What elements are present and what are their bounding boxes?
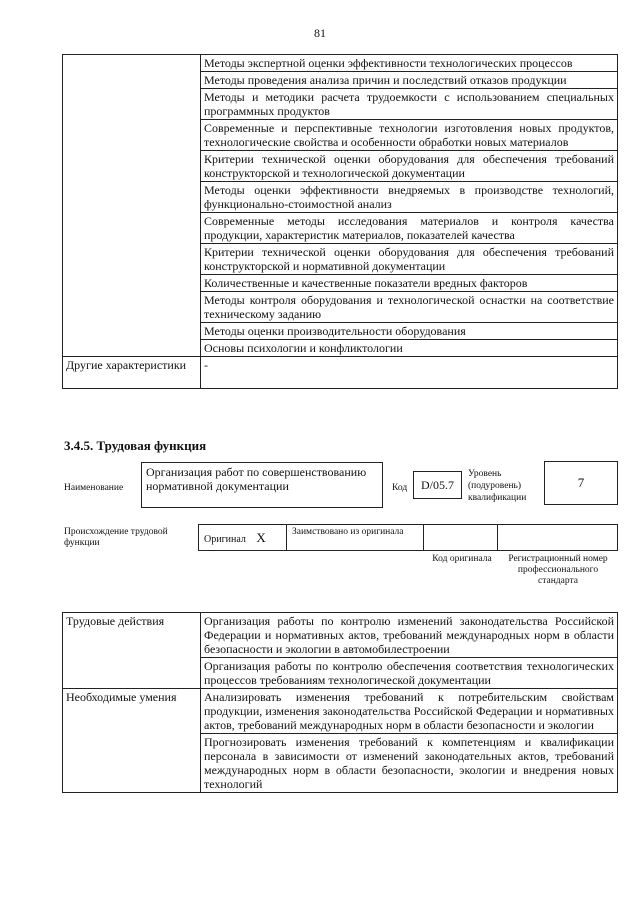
- origin-label: Происхождение трудовой функции: [64, 527, 168, 548]
- page-number: 81: [314, 26, 326, 40]
- knowledge-item: Методы контроля оборудования и технологической оснастки на соответствие техническому заданию: [201, 292, 618, 323]
- reg-caption: Регистрационный номер профессионального стандарта: [508, 554, 608, 586]
- function-code-box: D/05.7: [413, 471, 462, 499]
- actions-category-label: Необходимые умения: [63, 689, 201, 793]
- knowledge-item: Методы оценки производительности оборудования: [201, 323, 618, 340]
- other-characteristics-label: Другие характеристики: [63, 357, 201, 389]
- original-label: Оригинал: [204, 534, 246, 545]
- actions-row: [63, 613, 618, 658]
- function-name-box: Организация работ по совершенствованию нормативной документации: [141, 462, 383, 508]
- original-mark: X: [256, 530, 266, 545]
- name-label: Наименование: [64, 483, 124, 493]
- knowledge-item: Критерии технической оценки оборудования для обеспечения требований конструкторской и технологической документации: [201, 151, 618, 182]
- knowledge-label-cell: [63, 55, 201, 357]
- section-title: 3.4.5. Трудовая функция: [64, 438, 207, 453]
- knowledge-item: Методы проведения анализа причин и последствий отказов продукции: [201, 72, 618, 89]
- actions-item: Организация работы по контролю обеспечения соответствия технологических процессов требованиям технологической документации: [201, 658, 618, 689]
- original-cell: [198, 524, 286, 551]
- other-characteristics-value: -: [201, 357, 618, 389]
- knowledge-item: Основы психологии и конфликтологии: [201, 340, 618, 357]
- knowledge-row: [63, 55, 618, 72]
- level-value-box: 7: [544, 461, 618, 505]
- actions-item: Организация работы по контролю изменений законодательства Российской Федерации и нормативных актов, требований международных норм в области безопасности и экологии в автомобилестроении: [201, 613, 618, 658]
- actions-category-label: Трудовые действия: [63, 613, 201, 689]
- actions-item: Прогнозировать изменения требований к компетенциям и квалификации персонала в зависимости от изменений законодательных актов, требований международных норм в области безопасности, экологии и внедрения новых технологий: [201, 734, 618, 793]
- code-caption: Код оригинала: [432, 554, 492, 564]
- level-label: Уровень (подуровень) квалификации: [468, 469, 527, 503]
- knowledge-item: Современные методы исследования материалов и контроля качества продукции, характеристик материалов, показателей качества: [201, 213, 618, 244]
- knowledge-table: [62, 54, 618, 389]
- actions-item: Анализировать изменения требований к потребительским свойствам продукции, изменения законодательства Российской Федерации и нормативных актов, требований международных норм в области безопасности и экологии: [201, 689, 618, 734]
- other-characteristics-row: [63, 357, 618, 389]
- knowledge-item: Методы оценки эффективности внедряемых в производстве технологий, функционально-стоимостной анализ: [201, 182, 618, 213]
- knowledge-item: Методы и методики расчета трудоемкости с использованием специальных программных продуктов: [201, 89, 618, 120]
- code-label: Код: [392, 483, 408, 493]
- knowledge-item: Количественные и качественные показатели вредных факторов: [201, 275, 618, 292]
- labor-actions-table: [62, 612, 618, 793]
- borrowed-cell: Заимствовано из оригинала: [286, 524, 424, 551]
- reg-number-cell: [498, 524, 618, 551]
- knowledge-item: Методы экспертной оценки эффективности технологических процессов: [201, 55, 618, 72]
- original-code-cell: [424, 524, 498, 551]
- knowledge-item: Современные и перспективные технологии изготовления новых продуктов, технологические свойства и особенности обработки новых материалов: [201, 120, 618, 151]
- knowledge-item: Критерии технической оценки оборудования для обеспечения требований конструкторской и нормативной документации: [201, 244, 618, 275]
- actions-row: [63, 689, 618, 734]
